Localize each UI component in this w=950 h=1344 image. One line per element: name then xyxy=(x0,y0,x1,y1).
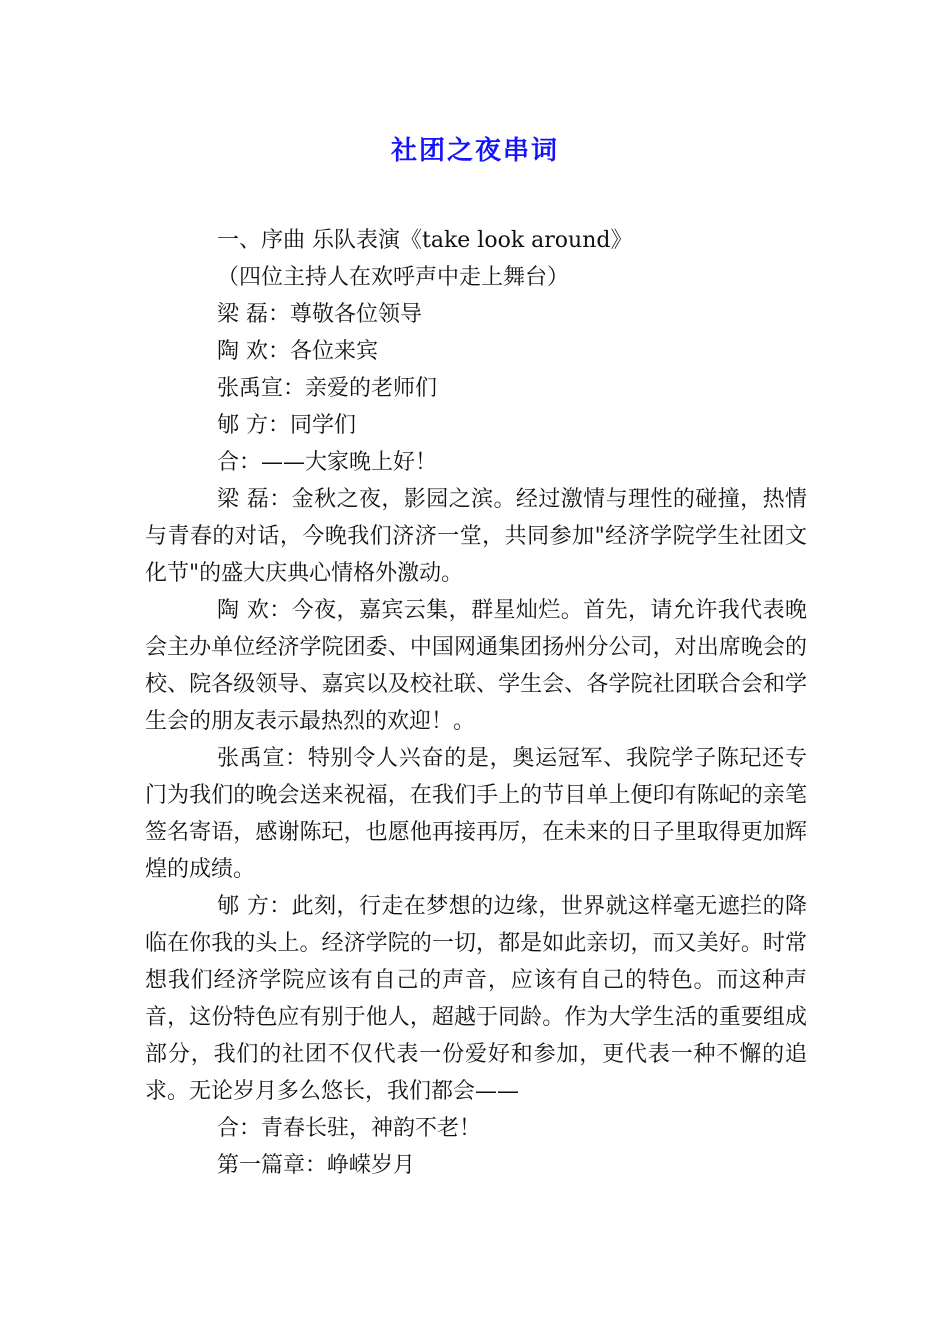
stage-direction: （四位主持人在欢呼声中走上舞台） xyxy=(217,265,570,290)
paragraph-liang-lei: 梁 磊：金秋之夜，影园之滨。经过激情与理性的碰撞，热情与青春的对话，今晚我们济济一堂，共同参加"经济学院学生社团文化节"的盛大庆典心情格外激动。 xyxy=(145,487,807,586)
paragraph-zhang-yuxuan: 张禹宣：特别令人兴奋的是，奥运冠军、我院学子陈玘还专门为我们的晚会送来祝福，在我们手上的节目单上便印有陈屺的亲笔签名寄语，感谢陈玘，也愿他再接再厉，在未来的日子里取得更加辉煌的成绩。 xyxy=(145,746,807,882)
document-body xyxy=(145,222,807,1184)
paragraph-tao-huan: 陶 欢：今夜，嘉宾云集，群星灿烂。首先，请允许我代表晚会主办单位经济学院团委、中国网通集团扬州分公司，对出席晚会的校、院各级领导、嘉宾以及校社联、学生会、各学院社团联合会和学生会的朋友表示最热烈的欢迎！。 xyxy=(145,598,807,734)
program-line-overture: 一、序曲 乐队表演《take look around》 xyxy=(217,228,633,253)
paragraph-huan-fang: 郇 方：此刻，行走在梦想的边缘，世界就这样毫无遮拦的降临在你我的头上。经济学院的一切，都是如此亲切，而又美好。时常想我们经济学院应该有自己的声音，应该有自己的特色。而这种声音，这份特色应有别于他人，超越于同龄。作为大学生活的重要组成部分，我们的社团不仅代表一份爱好和参加，更代表一种不懈的追求。无论岁月多么悠长，我们都会—— xyxy=(145,894,807,1104)
host-line-tao-huan: 陶 欢：各位来宾 xyxy=(217,339,378,364)
document-title: 社团之夜串词 xyxy=(390,136,559,166)
chapter-heading: 第一篇章：峥嵘岁月 xyxy=(217,1153,416,1178)
host-line-liang-lei: 梁 磊：尊敬各位领导 xyxy=(217,302,422,327)
host-line-zhang-yuxuan: 张禹宣：亲爱的老师们 xyxy=(217,376,438,401)
chorus-line-youth: 合：青春长驻，神韵不老！ xyxy=(217,1116,482,1141)
host-line-huan-fang: 郇 方：同学们 xyxy=(217,413,356,438)
chorus-line-greeting: 合：——大家晚上好！ xyxy=(217,450,438,475)
